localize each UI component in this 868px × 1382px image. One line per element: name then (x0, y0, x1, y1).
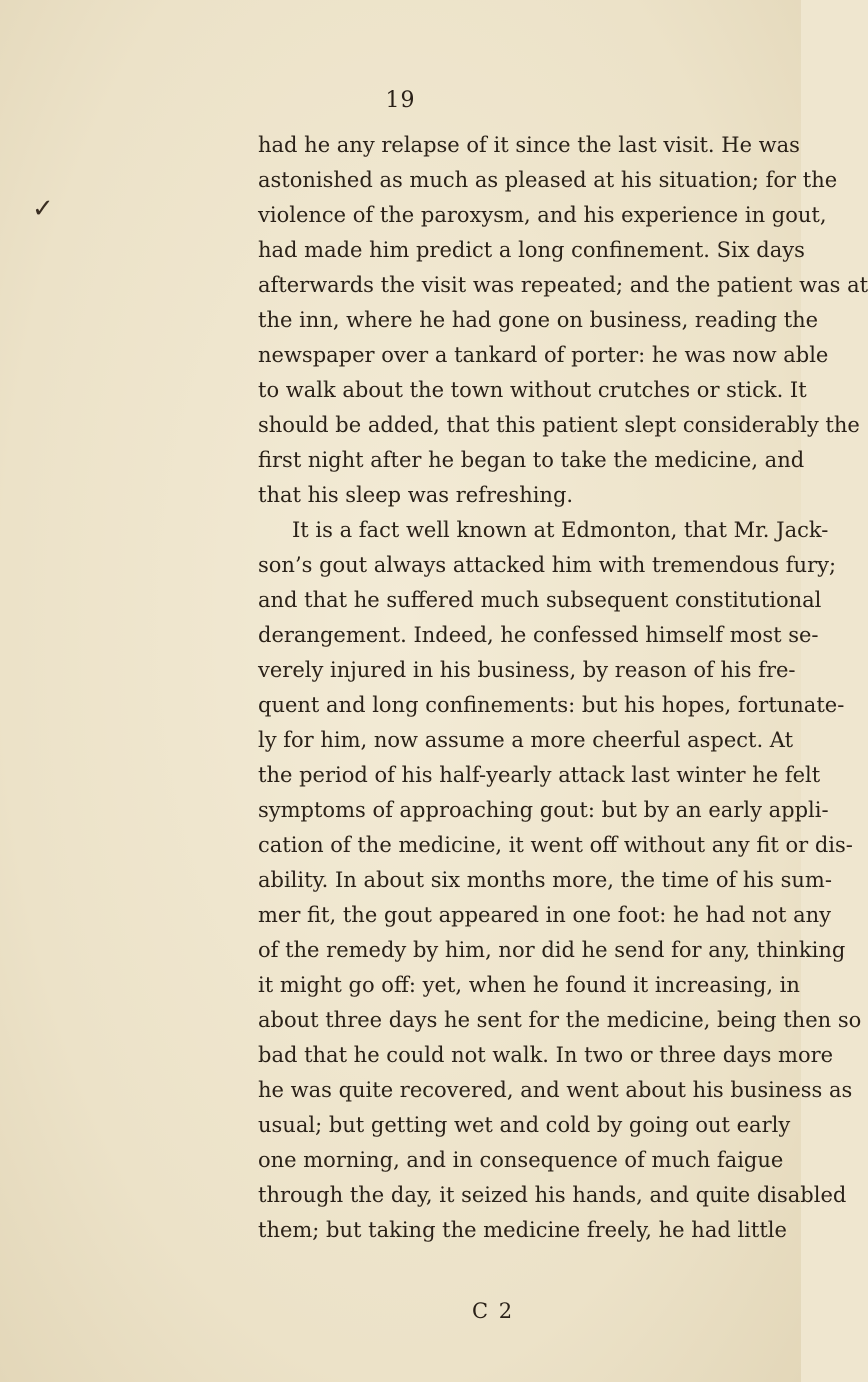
text-line: the inn, where he had gone on business, reading the (258, 308, 819, 332)
text-line: the period of his half-yearly attack last winter he felt (258, 763, 821, 787)
signature-mark: C 2 (472, 1299, 515, 1323)
text-line: violence of the paroxysm, and his experience in gout, (258, 203, 827, 227)
page-number: 19 (385, 88, 416, 113)
text-line: ly for him, now assume a more cheerful aspect. At (258, 728, 794, 752)
text-line: It is a fact well known at Edmonton, that Mr. Jack- (292, 518, 829, 542)
text-line: and that he suffered much subsequent constitutional (258, 588, 822, 612)
text-line: mer fit, the gout appeared in one foot: he had not any (258, 903, 831, 927)
text-line: quent and long confinements: but his hopes, fortunate- (258, 693, 845, 717)
text-line: had he any relapse of it since the last visit. He was (258, 133, 800, 157)
text-line: cation of the medicine, it went off without any fit or dis- (258, 833, 853, 857)
text-line: of the remedy by him, nor did he send for any, thinking (258, 938, 846, 962)
text-line: ability. In about six months more, the time of his sum- (258, 868, 832, 892)
text-line: that his sleep was refreshing. (258, 483, 574, 507)
text-line: through the day, it seized his hands, and quite disabled (258, 1183, 847, 1207)
text-line: symptoms of approaching gout: but by an early appli- (258, 798, 829, 822)
text-line: verely injured in his business, by reason of his fre- (258, 658, 796, 682)
text-line: afterwards the visit was repeated; and the patient was at (258, 273, 868, 297)
text-line: about three days he sent for the medicine, being then so (258, 1008, 862, 1032)
text-line: one morning, and in consequence of much faigue (258, 1148, 784, 1172)
text-line: them; but taking the medicine freely, he had little (258, 1218, 787, 1242)
text-line: it might go off: yet, when he found it increasing, in (258, 973, 800, 997)
text-line: derangement. Indeed, he confessed himself most se- (258, 623, 819, 647)
text-line: he was quite recovered, and went about his business as (258, 1078, 853, 1102)
text-line: newspaper over a tankard of porter: he was now able (258, 343, 829, 367)
text-line: usual; but getting wet and cold by going out early (258, 1113, 791, 1137)
text-line: astonished as much as pleased at his situation; for the (258, 168, 838, 192)
text-line: bad that he could not walk. In two or three days more (258, 1043, 834, 1067)
text-line: first night after he began to take the medicine, and (258, 448, 805, 472)
text-line: son’s gout always attacked him with tremendous fury; (258, 553, 837, 577)
text-line: had made him predict a long confinement. Six days (258, 238, 805, 262)
margin-check-mark: ✓ (32, 194, 54, 224)
text-line: should be added, that this patient slept considerably the (258, 413, 860, 437)
text-line: to walk about the town without crutches or stick. It (258, 378, 807, 402)
